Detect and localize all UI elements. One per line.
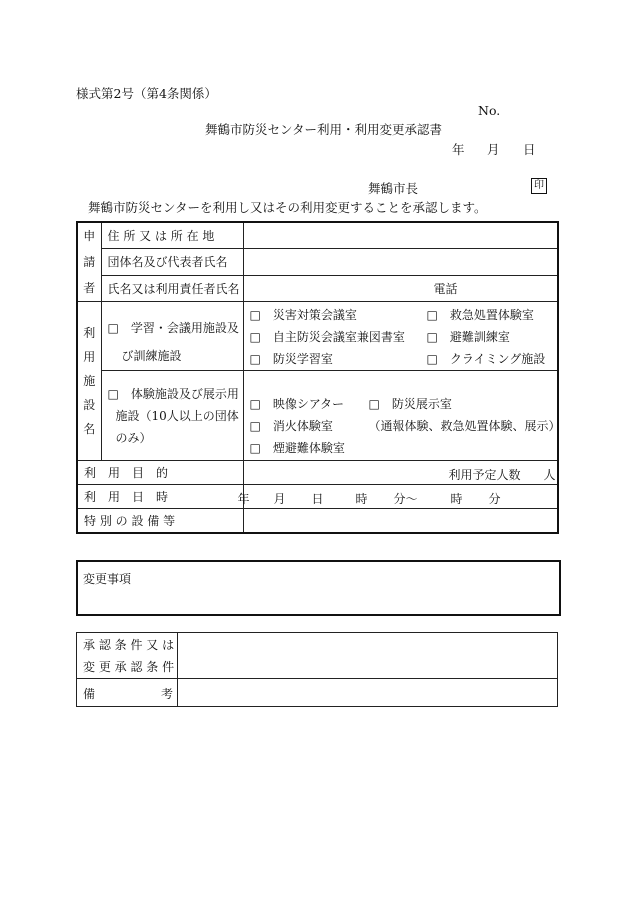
form-number: 様式第2号（第4条関係） (76, 86, 217, 101)
experience-facility-options (243, 371, 561, 461)
facility-option[interactable]: □ 煙避難体験室 (249, 441, 345, 455)
datetime-hour-start: 時 (355, 492, 368, 506)
datetime-hour-end: 時 (450, 492, 463, 506)
address-field[interactable] (243, 222, 558, 249)
study-facility-options (243, 302, 558, 371)
datetime-year: 年 (237, 492, 250, 506)
change-label: 変更事項 (83, 572, 132, 586)
purpose-field[interactable] (243, 461, 558, 485)
study-facility-group[interactable]: □ 学習・会議用施設及 び訓練施設 (101, 302, 243, 371)
application-table (76, 221, 559, 534)
organization-field[interactable] (243, 249, 558, 276)
responsible-person-label: 氏名又は利用責任者氏名 (101, 275, 243, 302)
facility-option[interactable]: □ 映像シアター (249, 397, 344, 411)
facility-option[interactable]: □ 自主防災会議室兼図書室 (249, 330, 405, 344)
approval-statement: 舞鶴市防災センターを利用し又はその利用変更することを承認します。 (88, 200, 487, 215)
organization-label: 団体名及び代表者氏名 (101, 249, 243, 276)
remarks-field[interactable] (178, 679, 558, 707)
facility-option[interactable]: □ 避難訓練室 (426, 330, 510, 344)
phone-label: 電話 (433, 281, 458, 296)
attendee-count-unit: 人 (543, 468, 556, 482)
facility-option[interactable]: □ 救急処置体験室 (426, 308, 534, 322)
special-equipment-field[interactable] (243, 509, 558, 533)
facility-option[interactable]: □ 消火体験室 (249, 419, 333, 433)
attendee-count-label: 利用予定人数 (448, 468, 521, 482)
datetime-label: 利 用 日 時 (77, 485, 243, 509)
change-box[interactable] (76, 560, 561, 616)
facility-note: （通報体験、救急処置体験、展示） (368, 419, 561, 433)
facility-option[interactable]: □ 防災展示室 (368, 397, 452, 411)
special-equipment-label: 特 別 の 設 備 等 (77, 509, 243, 533)
purpose-label: 利 用 目 的 (77, 461, 243, 485)
number-label: No. (478, 103, 501, 118)
datetime-field[interactable] (237, 485, 558, 509)
approval-conditions-field[interactable] (178, 633, 558, 679)
facility-option[interactable]: □ クライミング施設 (426, 352, 546, 366)
date-day-label: 日 (523, 142, 536, 157)
document-title: 舞鶴市防災センター利用・利用変更承認書 (205, 122, 443, 137)
facility-label: 利 用 施 設 名 (77, 302, 101, 461)
notes-table (76, 632, 558, 707)
date-month-label: 月 (487, 142, 500, 157)
remarks-label: 備 考 (77, 679, 178, 707)
datetime-month: 月 (273, 492, 286, 506)
applicant-label: 申 請 者 (77, 222, 101, 302)
responsible-person-field[interactable] (243, 275, 558, 302)
seal-mark: 印 (531, 178, 547, 194)
experience-facility-group[interactable]: □ 体験施設及び展示用 施設（10人以上の団体 のみ） (101, 371, 243, 461)
date-year-label: 年 (452, 142, 465, 157)
datetime-day: 日 (311, 492, 324, 506)
approval-conditions-label: 承 認 条 件 又 は 変 更 承 認 条 件 (77, 633, 178, 679)
address-label: 住 所 又 は 所 在 地 (101, 222, 243, 249)
datetime-minute-start: 分〜 (393, 492, 418, 506)
datetime-minute-end: 分 (488, 492, 501, 506)
mayor-label: 舞鶴市長 (368, 181, 419, 196)
facility-option[interactable]: □ 防災学習室 (249, 352, 333, 366)
facility-option[interactable]: □ 災害対策会議室 (249, 308, 357, 322)
